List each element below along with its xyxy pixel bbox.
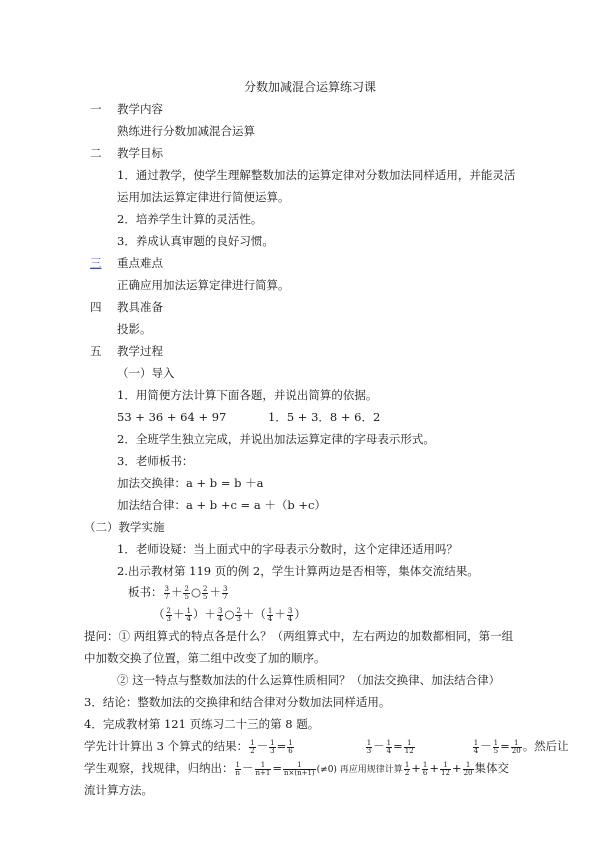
fraction: $\frac{1}{2}$ bbox=[250, 738, 255, 755]
impl-step-1: 1．老师设疑：当上面式中的字母表示分数时，这个定律还适用吗？ bbox=[117, 542, 458, 556]
question-1-line-2: 中加数交换了位置，第二组中改变了加的顺序。 bbox=[84, 651, 326, 665]
goal-2: 2．培养学生计算的灵活性。 bbox=[117, 212, 263, 226]
section-1-body: 熟练进行分数加减混合运算 bbox=[117, 124, 255, 138]
section-4-body: 投影。 bbox=[117, 322, 152, 336]
fraction: $\frac{1}{3}$ bbox=[270, 738, 275, 755]
part-1-heading: （一）导入 bbox=[117, 366, 175, 380]
intro-expression-1: 53 + 36 + 64 + 97 bbox=[117, 410, 227, 424]
board-line-2: （ $\frac{2}{3}$ ＋ $\frac{1}{4}$ ）＋ $\frac{3}{4}$ ○ $\frac{2}{3}$ ＋（ $\frac{1}{4}$ ＋ $\frac{3}{4}$ ） bbox=[153, 606, 306, 623]
fraction: $\frac{1}{4}$ bbox=[386, 738, 392, 755]
page-title: 分数加减混合运算练习课 bbox=[244, 80, 377, 94]
goal-3: 3．养成认真审题的良好习惯。 bbox=[117, 234, 274, 248]
fraction: $\frac{1}{6}$ bbox=[422, 760, 428, 777]
section-4-number: 四 bbox=[90, 300, 102, 314]
results-lead: 学先计计算出 3 个算式的结果： bbox=[84, 739, 249, 753]
fraction: $\frac{1}{n+1}$ bbox=[255, 760, 271, 777]
part-2-heading: （二）教学实施 bbox=[84, 520, 165, 534]
impl-step-4: 4．完成教材第 121 页练习二十三的第 8 题。 bbox=[84, 717, 320, 731]
intro-step-1: 1．用简便方法计算下面各题，并说出简算的依据。 bbox=[117, 388, 378, 402]
section-5-number: 五 bbox=[90, 344, 102, 358]
impl-step-3: 3．结论：整数加法的交换律和结合律对分数加法同样适用。 bbox=[84, 695, 391, 709]
section-1-number: 一 bbox=[90, 102, 102, 116]
intro-step-2: 2．全班学生独立完成，并说出加法运算定律的字母表示形式。 bbox=[117, 432, 435, 446]
fraction: $\frac{2}{3}$ bbox=[166, 606, 171, 623]
fraction: $\frac{3}{4}$ bbox=[287, 606, 293, 623]
rule-lead: 学生观察，找规律，归纳出： bbox=[84, 761, 234, 775]
fraction: $\frac{1}{2}$ bbox=[404, 760, 410, 777]
fraction: $\frac{1}{20}$ bbox=[463, 760, 473, 777]
fraction: $\frac{1}{n}$ bbox=[235, 760, 241, 777]
commutative-law: 加法交换律：a + b = b ＋a bbox=[117, 476, 264, 490]
closing-line: 流计算方法。 bbox=[84, 783, 153, 797]
associative-law: 加法结合律：a + b +c = a ＋（b +c） bbox=[117, 498, 326, 512]
results-line: 学先计计算出 3 个算式的结果： $\frac{1}{2}$ － $\frac{1}{3}$ = $\frac{1}{6}$ $\frac{1}{3}$ － $\frac{1}{4}$ = $\frac{1}{12}$ $\frac{1}{4}$ － $\frac{1}{5}$ = $\frac{1}{20}$ 。然后让 bbox=[84, 738, 569, 755]
section-3-number: 三 bbox=[90, 256, 102, 270]
fraction: $\frac{1}{4}$ bbox=[473, 738, 479, 755]
fraction: $\frac{1}{4}$ bbox=[267, 606, 273, 623]
goal-1-line-1: 1．通过教学，使学生理解整数加法的运算定律对分数加法同样适用，并能灵活 bbox=[117, 168, 516, 182]
impl-step-2: 2.出示教材第 119 页的例 2，学生计算两边是否相等，集体交流结果。 bbox=[117, 564, 479, 578]
board-label: 板书： bbox=[128, 585, 163, 599]
fraction: $\frac{2}{3}$ bbox=[236, 606, 241, 623]
fraction: $\frac{3}{7}$ bbox=[164, 584, 169, 601]
section-2-heading: 教学目标 bbox=[117, 146, 163, 160]
fraction: $\frac{1}{5}$ bbox=[493, 738, 499, 755]
fraction: $\frac{1}{6}$ bbox=[288, 738, 293, 755]
question-2: ② 这一特点与整数加法的什么运算性质相同？（加法交换律、加法结合律） bbox=[117, 673, 501, 687]
rule-line: 学生观察，找规律，归纳出： $\frac{1}{n}$ － $\frac{1}{n+1}$ = $\frac{1}{n\times(n+1)}$ (≠0) 再应用规律计算 $\frac{1}{2}$ + $\frac{1}{6}$ + $\frac{1}{12}$ + $\frac{1}{20}$ 集体交 bbox=[84, 760, 510, 777]
section-3-heading: 重点难点 bbox=[117, 256, 163, 270]
fraction: $\frac{2}{5}$ bbox=[202, 584, 208, 601]
goal-1-line-2: 运用加法运算定律进行简便运算。 bbox=[117, 190, 290, 204]
fraction: $\frac{1}{12}$ bbox=[441, 760, 450, 777]
results-tail: 。然后让 bbox=[522, 739, 569, 753]
board-line-1: 板书： $\frac{3}{7}$ ＋ $\frac{2}{5}$ ○ $\frac{2}{5}$ ＋ $\frac{3}{7}$ bbox=[128, 584, 228, 601]
section-5-heading: 教学过程 bbox=[117, 344, 163, 358]
fraction: $\frac{2}{5}$ bbox=[184, 584, 189, 601]
rule-mid: (≠0) 再应用规律计算 bbox=[316, 765, 403, 775]
fraction: $\frac{3}{4}$ bbox=[217, 606, 223, 623]
intro-expression-2: 1．5 + 3．8 + 6．2 bbox=[268, 410, 381, 424]
section-4-heading: 教具准备 bbox=[117, 300, 163, 314]
fraction: $\frac{1}{4}$ bbox=[186, 606, 191, 623]
fraction: $\frac{1}{20}$ bbox=[511, 738, 521, 755]
fraction: $\frac{1}{3}$ bbox=[366, 738, 372, 755]
section-3-body: 正确应用加法运算定律进行简算。 bbox=[117, 278, 290, 292]
fraction: $\frac{1}{12}$ bbox=[404, 738, 414, 755]
section-1-heading: 教学内容 bbox=[117, 102, 163, 116]
fraction: $\frac{3}{7}$ bbox=[222, 584, 228, 601]
fraction: $\frac{1}{n\times(n+1)}$ bbox=[283, 760, 315, 777]
rule-tail: 集体交 bbox=[474, 761, 510, 775]
intro-step-3: 3．老师板书： bbox=[117, 454, 194, 468]
section-2-number: 二 bbox=[90, 146, 102, 160]
question-1-line-1: 提问：① 两组算式的特点各是什么？（两组算式中，左右两边的加数都相同，第一组 bbox=[84, 629, 514, 643]
